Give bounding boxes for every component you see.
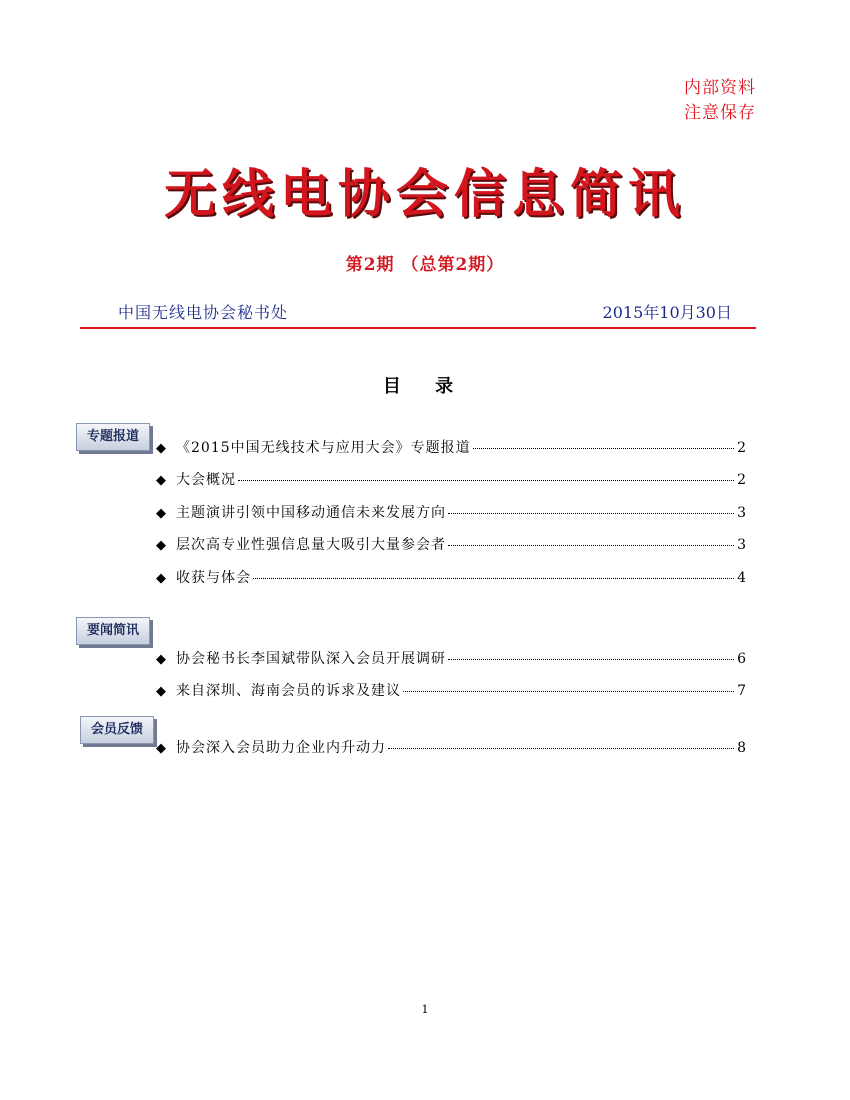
dot-leader [238, 480, 734, 481]
newsletter-title: 无线电协会信息简讯 [163, 164, 686, 225]
toc-entry[interactable] [156, 680, 746, 700]
publisher: 中国无线电协会秘书处 [118, 303, 289, 322]
diamond-bullet-icon: ◆ [156, 538, 166, 553]
toc-heading: 目 录 [382, 376, 468, 397]
diamond-bullet-icon: ◆ [156, 441, 166, 456]
publish-date: 2015年10月30日 [602, 303, 732, 322]
toc-entry-label: 协会秘书长李国斌带队深入会员开展调研 [176, 651, 446, 667]
dot-leader [448, 545, 734, 546]
section-tag-member-feedback: 会员反馈 [80, 716, 154, 744]
diamond-bullet-icon: ◆ [156, 741, 166, 756]
toc-entry-label: 主题演讲引领中国移动通信未来发展方向 [176, 505, 446, 521]
dot-leader [448, 659, 734, 660]
toc-entry[interactable] [156, 567, 746, 587]
section-tag-special-report: 专题报道 [76, 423, 150, 451]
diamond-bullet-icon: ◆ [156, 506, 166, 521]
diamond-bullet-icon: ◆ [156, 473, 166, 488]
toc-entry[interactable] [156, 437, 746, 457]
toc-entry[interactable] [156, 737, 746, 757]
page-number: 1 [421, 1003, 429, 1016]
diamond-bullet-icon: ◆ [156, 684, 166, 699]
dot-leader [448, 513, 734, 514]
toc-entry-page: 2 [737, 440, 746, 456]
toc-entry-page: 8 [737, 740, 746, 756]
toc-entry[interactable] [156, 469, 746, 489]
dot-leader [403, 691, 734, 692]
toc-entry-label: 协会深入会员助力企业内升动力 [176, 740, 386, 756]
diamond-bullet-icon: ◆ [156, 652, 166, 667]
dot-leader [388, 748, 734, 749]
toc-entry-page: 3 [737, 505, 746, 521]
classification-notice [684, 76, 756, 126]
toc-entry-label: 层次高专业性强信息量大吸引大量参会者 [176, 537, 446, 553]
issue-number: 第2期 （总第2期） [345, 255, 505, 275]
toc-entry-label: 来自深圳、海南会员的诉求及建议 [176, 683, 401, 699]
toc-entry[interactable] [156, 648, 746, 668]
header-divider [80, 327, 756, 329]
dot-leader [473, 448, 734, 449]
dot-leader [253, 578, 734, 579]
toc-entry-label: 收获与体会 [176, 570, 251, 586]
toc-entry[interactable] [156, 534, 746, 554]
diamond-bullet-icon: ◆ [156, 571, 166, 586]
classification-line-2: 注意保存 [684, 103, 756, 123]
section-tag-news-brief: 要闻简讯 [76, 617, 150, 645]
classification-line-1: 内部资料 [684, 78, 756, 98]
toc-entry-label: 《2015中国无线技术与应用大会》专题报道 [176, 440, 471, 456]
toc-entry[interactable] [156, 502, 746, 522]
toc-entry-page: 6 [737, 651, 746, 667]
toc-entry-label: 大会概况 [176, 472, 236, 488]
toc-entry-page: 3 [737, 537, 746, 553]
toc-entry-page: 4 [737, 570, 746, 586]
toc-entry-page: 2 [737, 472, 746, 488]
toc-entry-page: 7 [737, 683, 746, 699]
